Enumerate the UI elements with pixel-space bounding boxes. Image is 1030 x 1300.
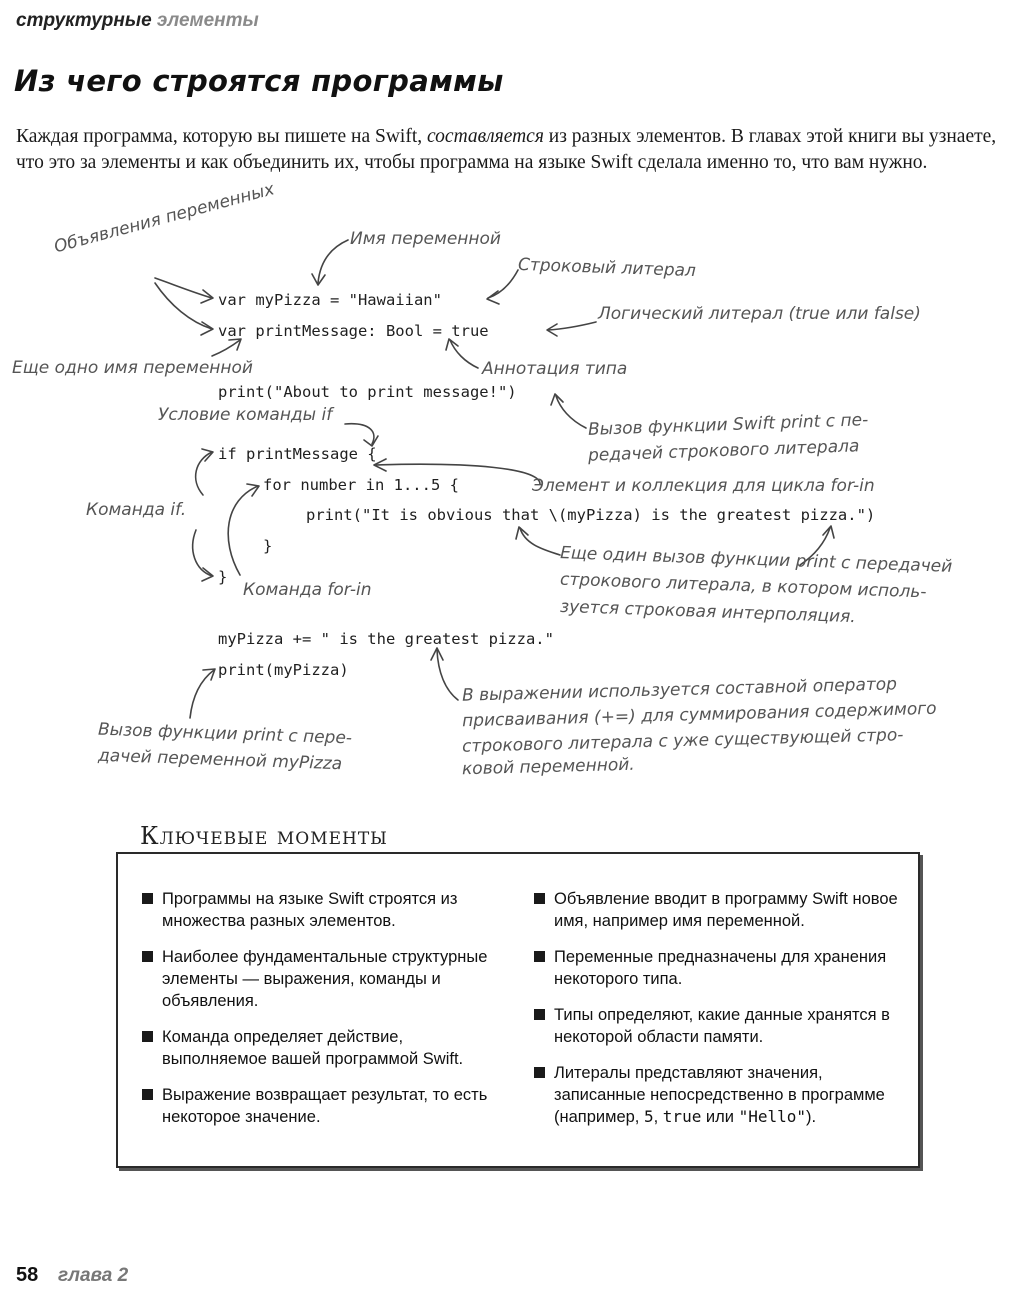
literals-prefix: Литералы представляют значения, записанные непосредственно в программе (например, [554,1064,885,1126]
key-point [142,1084,512,1128]
intro-part1: Каждая программа, которую вы пишете на Swift, [16,126,428,147]
note-var-declarations: Объявления переменных [52,179,277,258]
literals-sep1: , [653,1108,663,1126]
arrow-print-call [556,396,586,428]
bullet-icon [534,951,545,962]
key-point-text: Типы определяют, какие данные хранятся в некоторой области памяти. [554,1006,890,1046]
arrow-var-name [318,240,348,283]
literal-example-hello: "Hello" [738,1107,806,1126]
literals-sep2: или [701,1108,739,1126]
arrow-forin-command [228,486,258,575]
note-another-print-l2: строкового литерала, в котором исполь- [559,569,927,603]
arrow-type-annotation [450,340,478,368]
code-line-4: if printMessage { [218,445,377,463]
key-point-text: Наиболее фундаментальные структурные элементы — выражения, команды и объявления. [162,948,488,1010]
note-print-call-l1: Вызов функции Swift print с пе- [587,410,869,440]
code-line-3: print("About to print message!") [218,383,517,401]
bullet-icon [142,893,153,904]
key-point [142,946,512,1012]
code-line-7: } [263,537,273,555]
note-another-print-l1: Еще один вызов функции print с передачей [559,543,953,577]
note-var-name: Имя переменной [350,229,501,249]
note-print-var-l2: дачей переменной myPizza [97,745,343,775]
intro-part2: из разных элементов. В главах этой книги вы узнаете, что это за элементы и как объединить их, чтобы программа на языке Swift сделала именно то, что вам нужно. [16,126,997,173]
chapter-label: глава 2 [58,1265,129,1286]
arrow-if-command-bottom [193,530,212,576]
note-print-call-l2: редачей строкового литерала [587,436,860,466]
note-type-annotation: Аннотация типа [482,359,628,379]
arrow-loop-element [375,464,540,484]
key-points-right-column [534,888,904,1142]
key-point [534,946,904,990]
bullet-icon [534,1009,545,1020]
page-number: 58 [16,1264,39,1286]
key-point-text: Переменные предназначены для хранения некоторого типа. [554,948,887,988]
section-sublabel: элементы [156,10,259,31]
arrow-another-var-name [212,340,240,356]
note-loop-element: Элемент и коллекция для цикла for-in [532,476,875,496]
arrow-if-command-top [196,452,212,495]
arrow-another-print-left [520,528,560,555]
bullet-icon [534,893,545,904]
note-compound-l4: ковой переменной. [461,754,635,780]
bullet-icon [142,951,153,962]
arrow-if-condition [345,424,374,444]
note-compound-l1: В выражении используется составной оператор [461,674,898,706]
code-line-10: print(myPizza) [218,661,349,679]
arrow-compound [437,650,458,700]
note-bool-literal: Логический литерал (true или false) [598,304,921,324]
page-title: Из чего строятся программы [14,64,504,98]
key-point-text: Программы на языке Swift строятся из множества разных элементов. [162,890,458,930]
note-forin-command: Команда for-in [243,580,372,600]
code-line-6: print("It is obvious that \(myPizza) is the greatest pizza.") [306,506,876,524]
note-if-condition: Условие команды if [158,405,333,425]
section-label: структурные [16,10,152,31]
key-point [534,1004,904,1048]
code-line-1: var myPizza = "Hawaiian" [218,291,442,309]
arrow-declarations-2-head [201,322,213,335]
key-point-text: Выражение возвращает результат, то есть некоторое значение. [162,1086,488,1126]
key-point-text: Объявление вводит в программу Swift новое имя, например имя переменной. [554,890,898,930]
literal-example-5: 5 [643,1107,654,1126]
code-line-2: var printMessage: Bool = true [218,322,489,340]
literals-suffix: ). [806,1108,817,1126]
bullet-icon [142,1089,153,1100]
intro-emphasis: составляется [427,126,544,147]
key-point [142,1026,512,1070]
note-string-literal: Строковый литерал [517,254,697,282]
note-compound-l3: строкового литерала с уже существующей стро- [461,725,904,757]
key-points-left-column [142,888,512,1142]
bullet-icon [534,1067,545,1078]
note-another-var-name: Еще одно имя переменной [12,358,253,378]
note-if-command: Команда if. [86,500,187,520]
key-point-literals-text [554,1064,885,1126]
key-points-title: Ключевые моменты [130,822,398,850]
key-point [534,1062,904,1128]
note-another-print-l3: зуется строковая интерполяция. [559,596,857,628]
key-point [534,888,904,932]
arrow-print-var [190,670,214,718]
key-point [142,888,512,932]
key-point-text: Команда определяет действие, выполняемое вашей программой Swift. [162,1028,464,1068]
note-compound-l2: присваивания (+=) для суммирования содержимого [461,698,937,732]
note-print-var-l1: Вызов функции print с пере- [97,719,353,749]
code-line-9: myPizza += " is the greatest pizza." [218,630,554,648]
code-line-5: for number in 1...5 { [263,476,459,494]
code-line-8: } [218,568,228,586]
arrow-string-literal [488,270,518,298]
literal-example-true: true [662,1107,702,1126]
arrow-if-condition-head [364,436,378,446]
bullet-icon [142,1031,153,1042]
